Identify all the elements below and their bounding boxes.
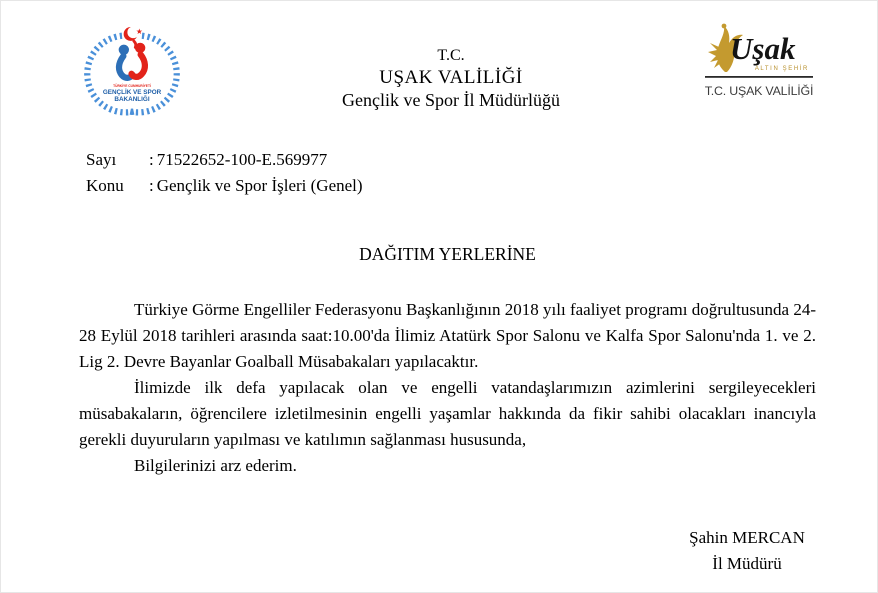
closing-line: Bilgilerinizi arz ederim. xyxy=(134,456,297,475)
svg-text:★: ★ xyxy=(135,26,143,36)
letterhead xyxy=(176,45,726,111)
ministry-logo-line1: GENÇLİK VE SPOR xyxy=(102,88,162,96)
usak-brand-text: Uşak xyxy=(730,31,796,66)
meta-row-konu xyxy=(86,173,363,199)
signature-block xyxy=(641,525,853,577)
document-meta xyxy=(86,147,363,199)
letter-body xyxy=(79,297,816,479)
usak-governorship-logo xyxy=(703,17,817,112)
letterhead-governorship: UŞAK VALİLİĞİ xyxy=(379,67,523,88)
konu-label: Konu xyxy=(86,176,124,195)
paragraph-1: Türkiye Görme Engelliler Federasyonu Başkanlığının 2018 yılı faaliyet programı doğrultusunda 24-28 Eylül 2018 tarihleri arasında saat:10.00'da İlimiz Atatürk Spor Salonu ve Kalfa Spor Salonu'nda 1. ve 2. Lig 2. Devre Bayanlar Goalball Müsabakaları yapılacaktır. xyxy=(79,300,816,371)
usak-tagline-text: ALTIN ŞEHİR xyxy=(754,66,809,72)
letterhead-tc: T.C. xyxy=(437,47,465,64)
sayi-value: 71522652-100-E.569977 xyxy=(156,150,328,169)
paragraph-2: İlimizde ilk defa yapılacak olan ve engelli vatandaşlarımızın azimlerini sergileyecekleri müsabakaların, öğrencilere izletilmesinin engelli yaşamlar hakkında da fikir sahibi olacakları inancıyla gerekli duyuruların yapılması ve katılımın sağlanması hususunda, xyxy=(79,378,816,449)
konu-value: Gençlik ve Spor İşleri (Genel) xyxy=(156,176,363,195)
crescent-star-icon xyxy=(124,26,143,40)
ministry-logo-line2: BAKANLIĞI xyxy=(114,96,150,104)
konu-separator: : xyxy=(149,176,154,195)
ministry-logo-top-text: TÜRKİYE CUMHURİYETİ xyxy=(113,83,151,88)
meta-row-sayi xyxy=(86,147,363,173)
ministry-youth-sports-logo xyxy=(84,21,180,117)
logo-divider xyxy=(705,76,813,78)
signer-title: İl Müdürü xyxy=(712,554,782,573)
signer-name: Şahin MERCAN xyxy=(689,528,805,547)
subject-line: DAĞITIM YERLERİNE xyxy=(359,244,536,264)
sayi-label: Sayı xyxy=(86,150,117,169)
letterhead-directorate: Gençlik ve Spor İl Müdürlüğü xyxy=(342,90,560,110)
usak-caption-text: T.C. UŞAK VALİLİĞİ xyxy=(704,84,814,98)
figures-icon xyxy=(119,41,146,78)
sayi-separator: : xyxy=(149,150,154,169)
